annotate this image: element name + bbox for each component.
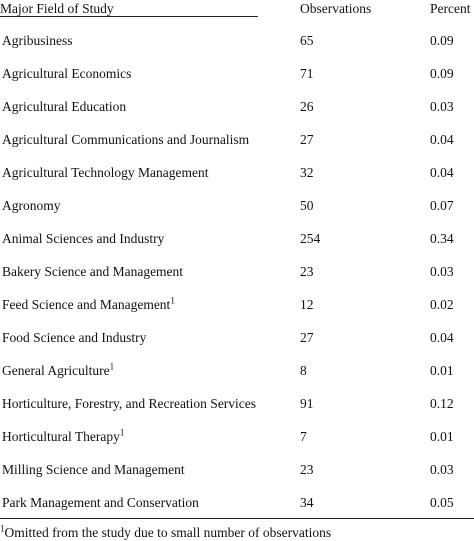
cell-observations: 23	[300, 264, 314, 279]
table-row	[0, 462, 474, 495]
field-name-text: Bakery Science and Management	[2, 264, 184, 279]
cell-major-field	[2, 495, 199, 511]
cell-major-field	[2, 231, 164, 247]
cell-observations: 8	[300, 363, 307, 378]
field-name-text: Agricultural Education	[2, 99, 127, 114]
cell-observations: 32	[300, 165, 314, 180]
cell-major-field	[2, 396, 256, 412]
cell-observations: 27	[300, 132, 314, 147]
footnote-reference-mark: 1	[109, 361, 115, 372]
table-row	[0, 330, 474, 363]
table-row	[0, 231, 474, 264]
cell-observations: 65	[300, 33, 314, 48]
cell-observations: 26	[300, 99, 314, 114]
cell-percent: 0.03	[430, 264, 454, 279]
table-row	[0, 99, 474, 132]
table-body	[0, 33, 474, 528]
cell-percent: 0.09	[430, 66, 454, 81]
field-name-text: Park Management and Conservation	[2, 495, 199, 510]
field-name-text: Horticulture, Forestry, and Recreation Services	[2, 396, 257, 411]
footnote-mark: 1	[0, 523, 5, 534]
cell-major-field	[2, 132, 249, 148]
cell-percent: 0.12	[430, 396, 454, 411]
cell-percent: 0.04	[430, 132, 454, 147]
cell-observations: 254	[300, 231, 321, 246]
cell-percent: 0.01	[430, 363, 454, 378]
field-name-text: Horticultural Therapy	[2, 429, 120, 444]
cell-percent: 0.09	[430, 33, 454, 48]
table-header	[0, 0, 474, 18]
table-row	[0, 495, 474, 528]
field-name-text: Feed Science and Management	[2, 297, 171, 312]
header-percent: Percent	[430, 1, 471, 16]
cell-percent: 0.07	[430, 198, 454, 213]
field-name-text: Agricultural Technology Management	[2, 165, 209, 180]
footnote-text: Omitted from the study due to small number of observations	[4, 525, 332, 540]
cell-percent: 0.03	[430, 462, 454, 477]
cell-percent: 0.01	[430, 429, 454, 444]
table-row	[0, 264, 474, 297]
header-observations: Observations	[300, 1, 372, 16]
cell-major-field	[2, 198, 61, 214]
cell-percent: 0.34	[430, 231, 454, 246]
table-row	[0, 66, 474, 99]
cell-observations: 12	[300, 297, 314, 312]
cell-major-field	[2, 462, 185, 478]
table-row	[0, 198, 474, 231]
cell-observations: 23	[300, 462, 314, 477]
cell-major-field	[2, 33, 73, 49]
cell-percent: 0.04	[430, 165, 454, 180]
cell-percent: 0.05	[430, 495, 454, 510]
cell-major-field	[2, 165, 209, 181]
table-row	[0, 429, 474, 462]
field-name-text: Agronomy	[2, 198, 61, 213]
cell-observations: 91	[300, 396, 314, 411]
field-name-text: Food Science and Industry	[2, 330, 147, 345]
field-name-text: Animal Sciences and Industry	[2, 231, 165, 246]
cell-major-field	[2, 66, 131, 82]
table-row	[0, 132, 474, 165]
field-name-text: Milling Science and Management	[2, 462, 185, 477]
table-row	[0, 396, 474, 429]
field-name-text: Agribusiness	[2, 33, 73, 48]
cell-observations: 71	[300, 66, 314, 81]
table-row	[0, 297, 474, 330]
cell-observations: 34	[300, 495, 314, 510]
cell-major-field	[2, 99, 126, 115]
cell-observations: 27	[300, 330, 314, 345]
cell-percent: 0.04	[430, 330, 454, 345]
cell-observations: 50	[300, 198, 314, 213]
table-row	[0, 33, 474, 66]
footnote-reference-mark: 1	[119, 427, 125, 438]
field-name-text: Agricultural Economics	[2, 66, 132, 81]
cell-major-field	[2, 297, 175, 313]
cell-observations: 7	[300, 429, 307, 444]
table-row	[0, 165, 474, 198]
cell-major-field	[2, 363, 114, 379]
cell-major-field	[2, 429, 124, 445]
header-major-field: Major Field of Study	[0, 1, 258, 17]
cell-major-field	[2, 330, 146, 346]
cell-major-field	[2, 264, 183, 280]
table-footnote	[0, 525, 331, 541]
cell-percent: 0.03	[430, 99, 454, 114]
table-bottom-rule	[0, 518, 474, 519]
cell-percent: 0.02	[430, 297, 454, 312]
field-name-text: General Agriculture	[2, 363, 110, 378]
footnote-reference-mark: 1	[170, 295, 175, 306]
field-name-text: Agricultural Communications and Journalism	[2, 132, 250, 147]
table-row	[0, 363, 474, 396]
